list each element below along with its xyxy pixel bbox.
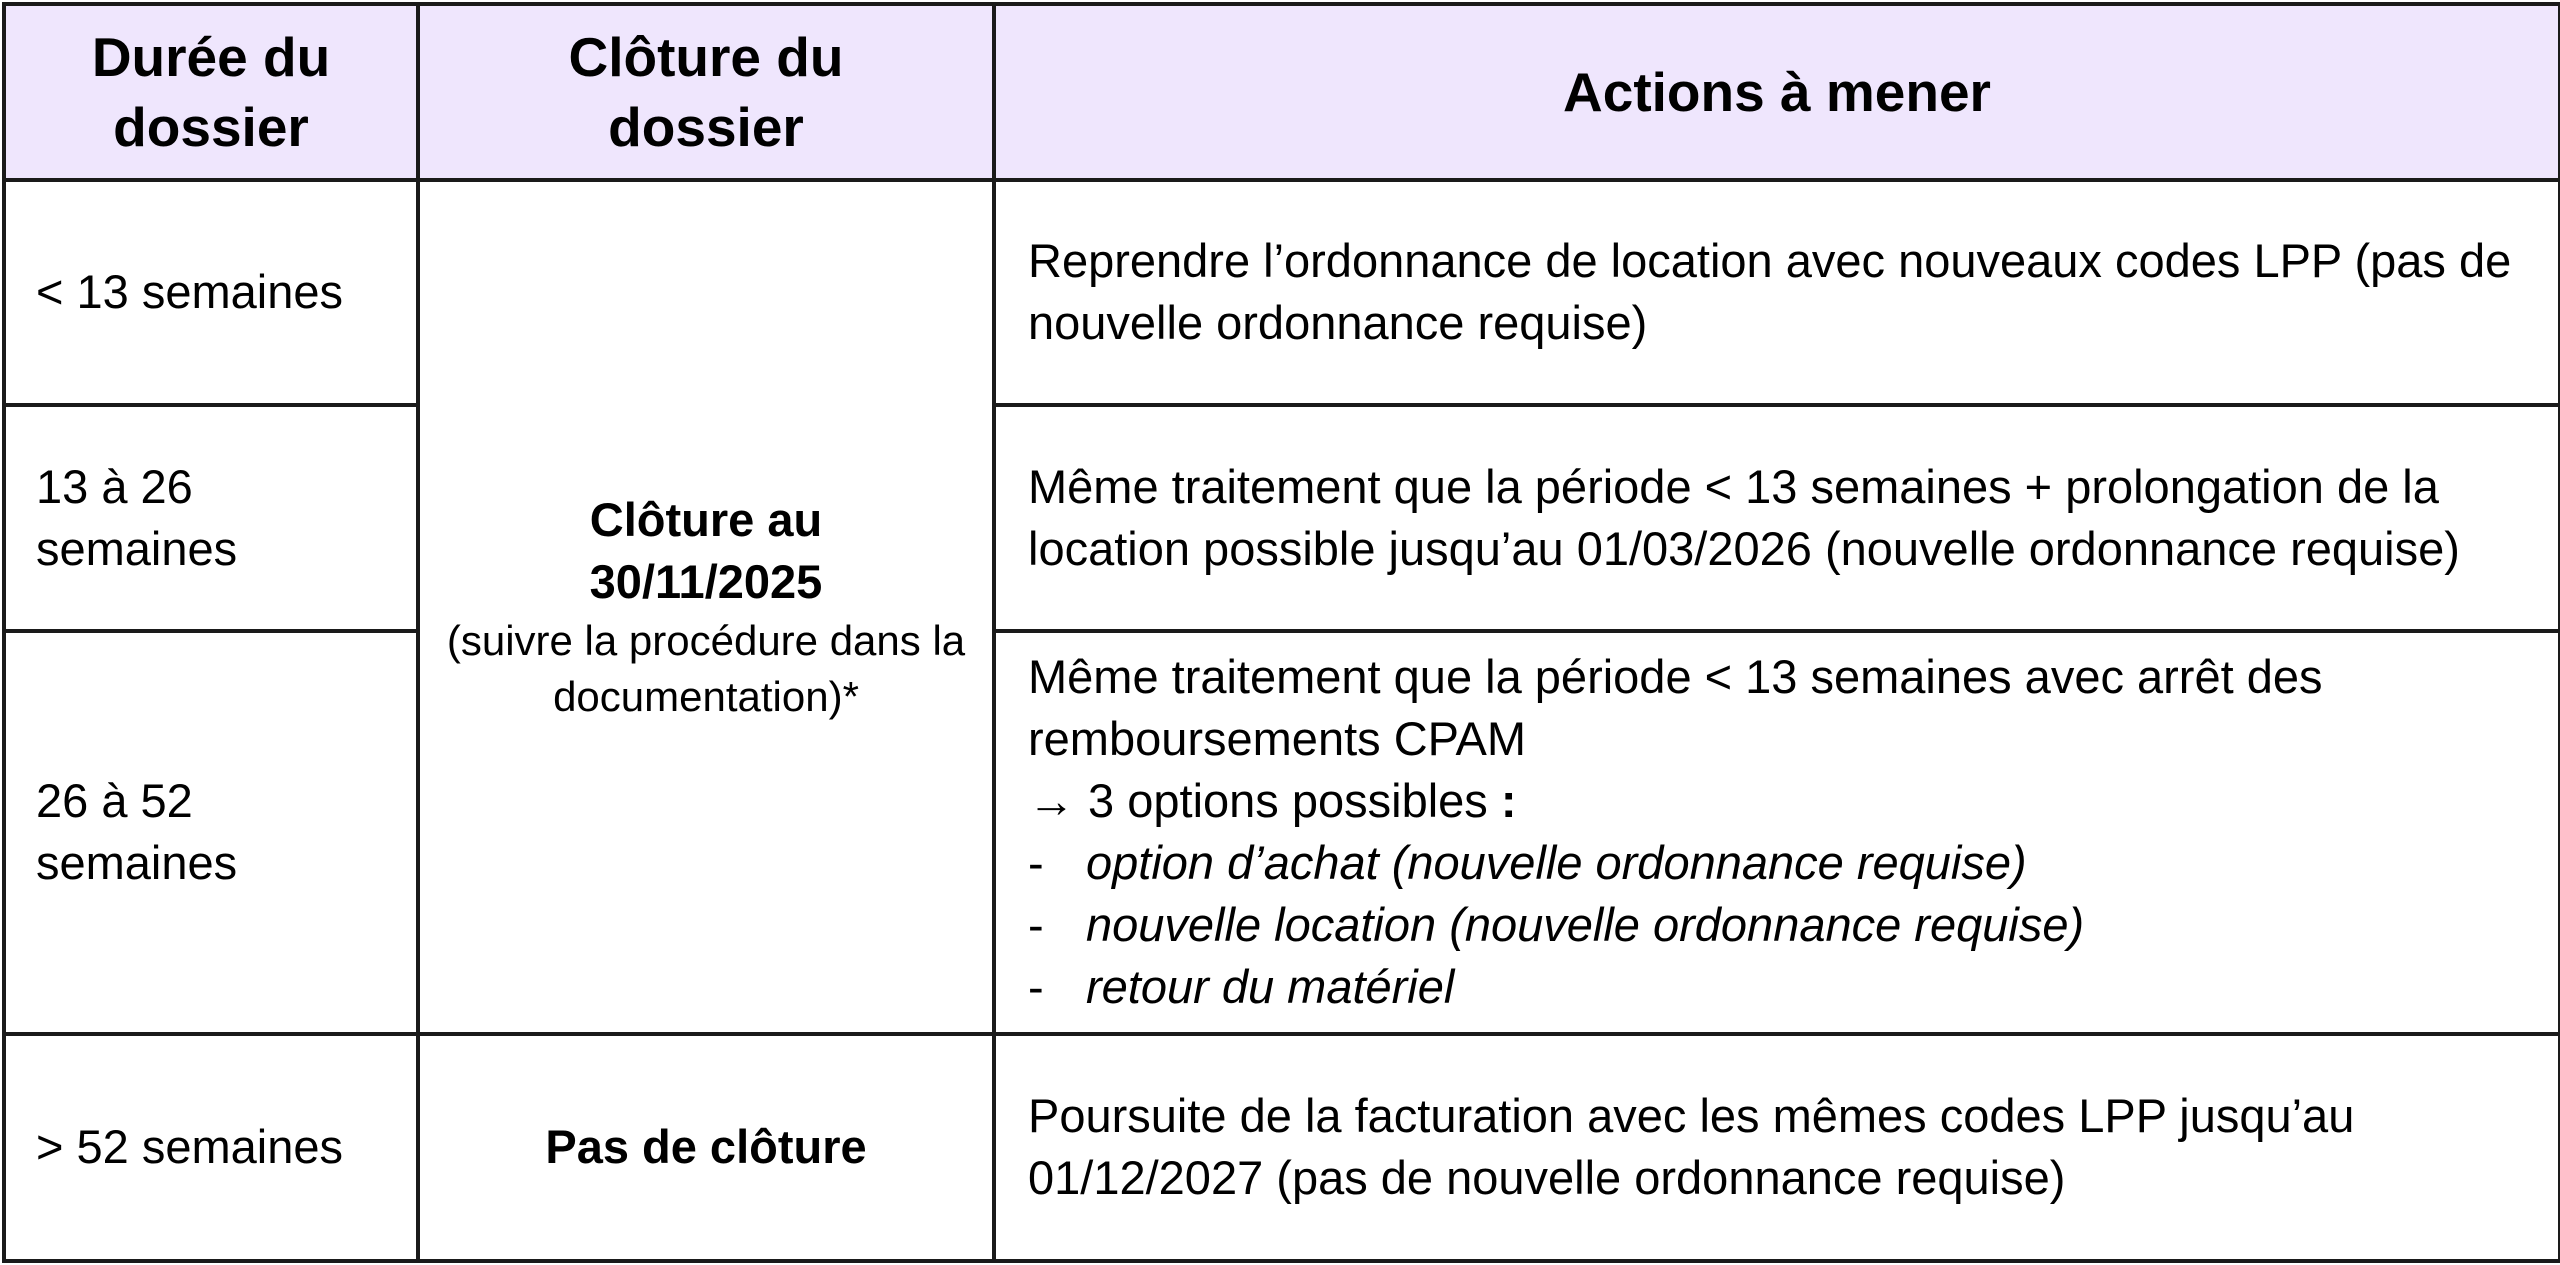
header-actions-label: Actions à mener xyxy=(1563,61,1991,124)
cloture-note xyxy=(440,613,972,725)
duree-cell xyxy=(4,1034,418,1261)
option-dash: - xyxy=(1028,960,1044,1014)
action-text: Poursuite de la facturation avec les mêmes codes LPP jusqu’au 01/12/2027 (pas de nouvelle ordonnance requise) xyxy=(1028,1089,2355,1205)
action-intro-text: Même traitement que la période < 13 semaines avec arrêt des remboursements CPAM xyxy=(1028,650,2323,766)
duree-cell xyxy=(4,180,418,404)
table-row xyxy=(4,180,2560,404)
duree-value: 13 à 26 semaines xyxy=(36,459,238,575)
cloture-table xyxy=(2,2,2560,1263)
option-dash: - xyxy=(1028,836,1044,890)
option-text: retour du matériel xyxy=(1086,960,1455,1014)
duree-cell xyxy=(4,631,418,1034)
header-duree xyxy=(4,4,418,180)
header-actions xyxy=(994,4,2560,180)
option-text: nouvelle location (nouvelle ordonnance requise) xyxy=(1086,898,2085,952)
options-intro xyxy=(1028,770,2530,832)
action-cell xyxy=(994,1034,2560,1261)
options-intro-text: → 3 options possibles xyxy=(1028,774,1488,828)
cloture-title-line1: Clôture au xyxy=(589,492,823,546)
action-text: Reprendre l’ordonnance de location avec nouveaux codes LPP (pas de nouvelle ordonnance requise) xyxy=(1028,234,2512,350)
duree-value: > 52 semaines xyxy=(36,1120,343,1174)
option-item xyxy=(1028,832,2530,894)
action-cell xyxy=(994,631,2560,1034)
option-text: option d’achat (nouvelle ordonnance requise) xyxy=(1086,836,2027,890)
cloture-cell xyxy=(418,1034,994,1261)
action-text: Même traitement que la période < 13 semaines + prolongation de la location possible jusqu’au 01/03/2026 (nouvelle ordonnance requise) xyxy=(1028,459,2460,575)
header-duree-label: Durée du dossier xyxy=(91,26,331,159)
table-row xyxy=(4,631,2560,1034)
cloture-merged-cell xyxy=(418,180,994,1033)
option-dash: - xyxy=(1028,898,1044,952)
table-row xyxy=(4,1034,2560,1261)
cloture-note-text: (suivre la procédure dans la documentation)* xyxy=(446,616,966,720)
table-row xyxy=(4,405,2560,631)
action-cell xyxy=(994,405,2560,631)
option-item xyxy=(1028,894,2530,956)
duree-cell xyxy=(4,405,418,631)
action-cell xyxy=(994,180,2560,404)
options-intro-colon: : xyxy=(1487,774,1517,828)
cloture-title-line2: 30/11/2025 xyxy=(589,554,823,608)
option-item xyxy=(1028,956,2530,1018)
cloture-value: Pas de clôture xyxy=(545,1120,867,1174)
header-cloture-label: Clôture du dossier xyxy=(568,26,844,159)
duree-value: < 13 semaines xyxy=(36,265,343,319)
table-header-row xyxy=(4,4,2560,180)
duree-value: 26 à 52 semaines xyxy=(36,774,238,890)
cloture-date-title xyxy=(440,489,972,613)
header-cloture xyxy=(418,4,994,180)
